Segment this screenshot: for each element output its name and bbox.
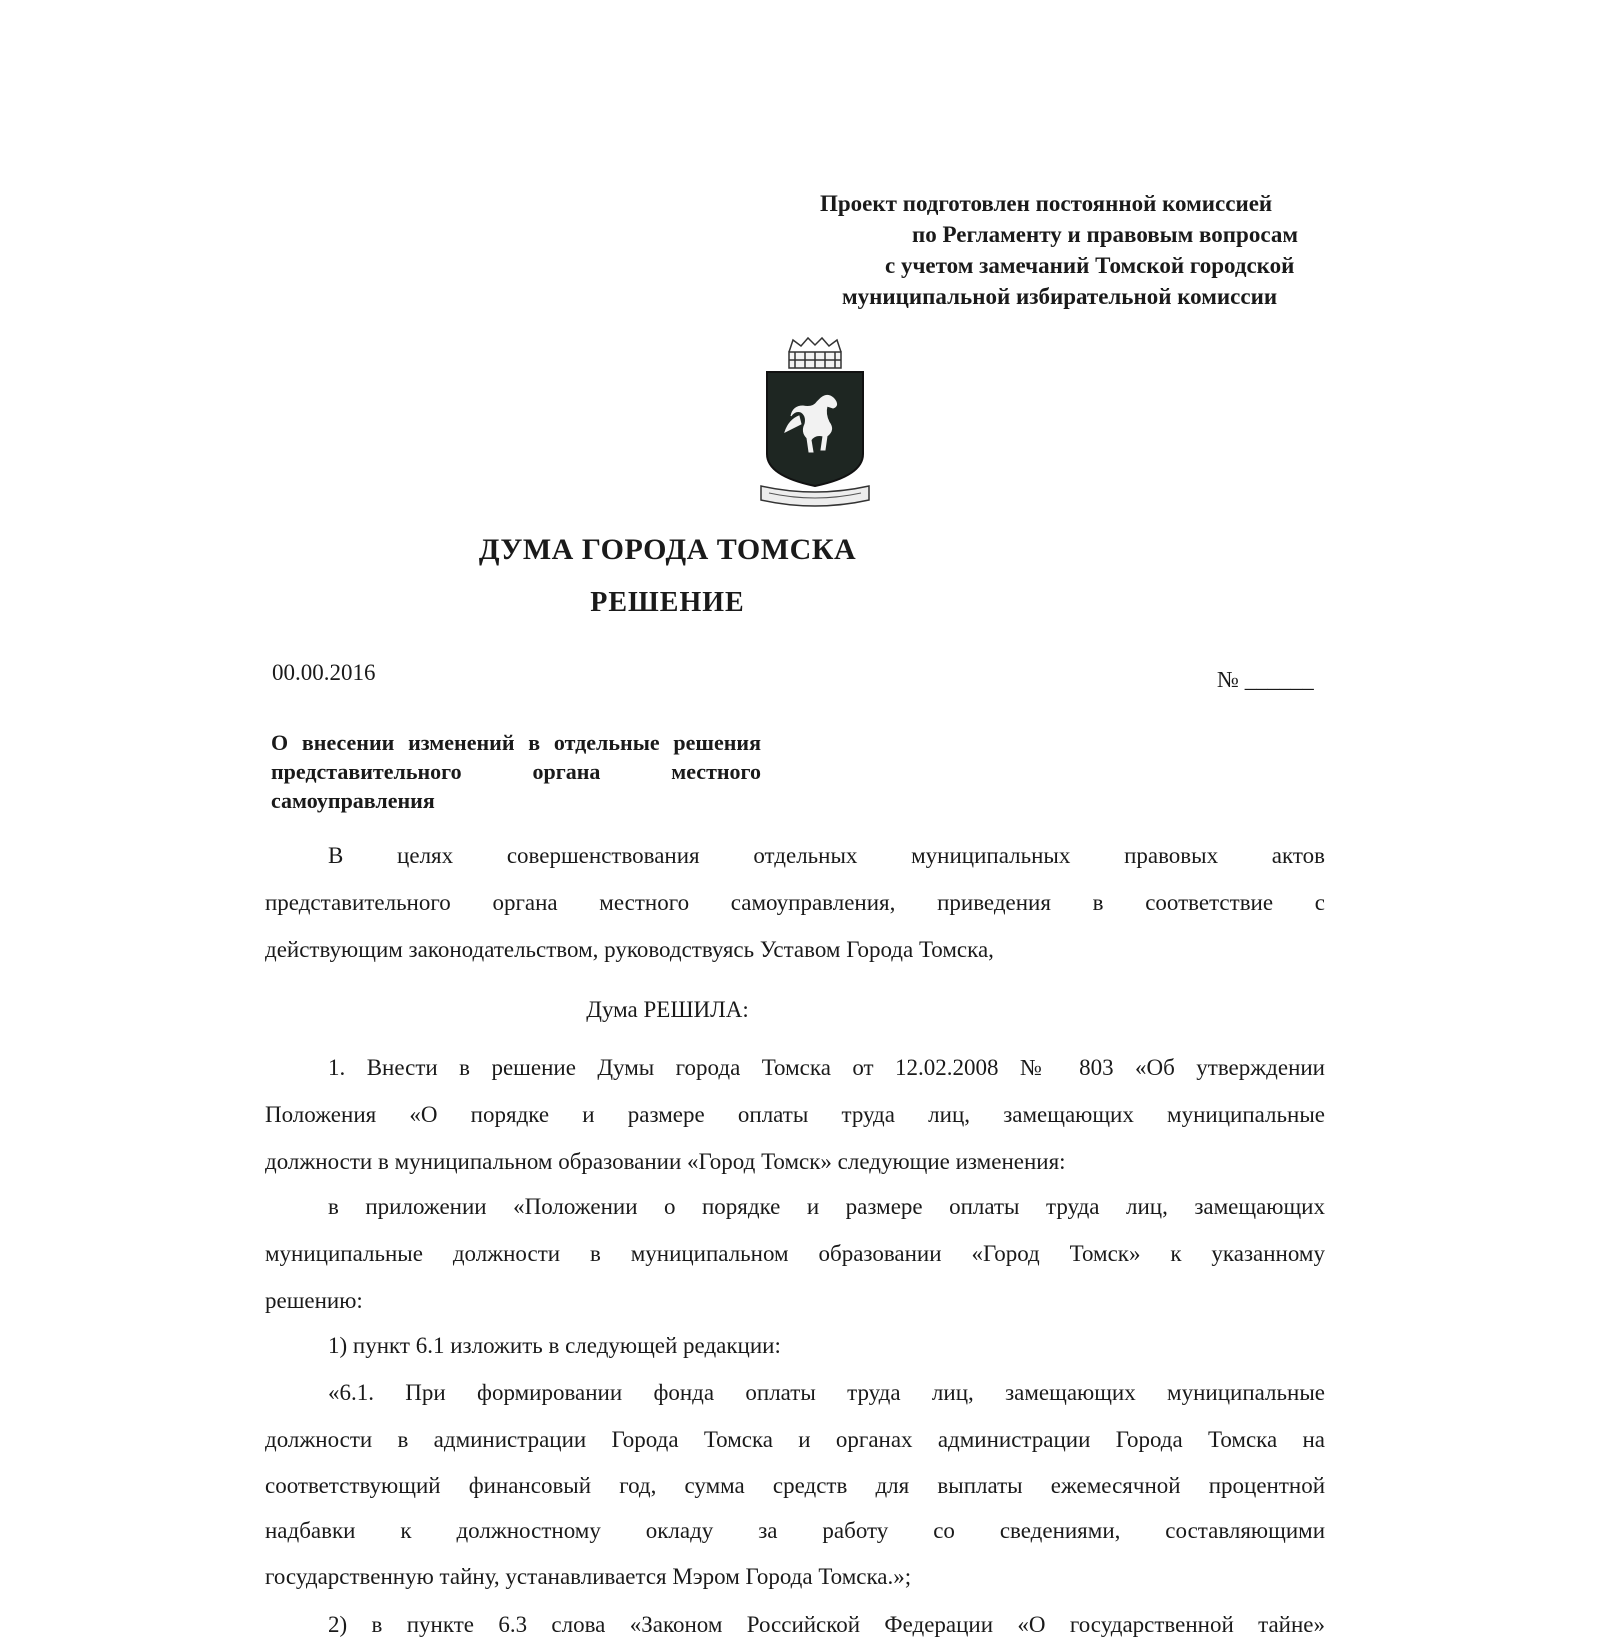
appendix-line: муниципальные должности в муниципальном образовании «Город Томск» к указанному bbox=[265, 1241, 1325, 1266]
clause-6-1-line: государственную тайну, устанавливается Мэром Города Томска.»; bbox=[265, 1564, 912, 1589]
clause-6-1-line: должности в администрации Города Томска и органах администрации Города Томска на bbox=[265, 1427, 1325, 1452]
document-date: 00.00.2016 bbox=[272, 660, 376, 685]
subitem-2: 2) в пункте 6.3 слова «Законом Российской Федерации «О государственной тайне» bbox=[328, 1612, 1325, 1637]
preamble-line: действующим законодательством, руководствуясь Уставом Города Томска, bbox=[265, 937, 994, 962]
draft-note-line: с учетом замечаний Томской городской bbox=[885, 253, 1295, 278]
preamble-line: представительного органа местного самоуправления, приведения в соответствие с bbox=[265, 890, 1325, 915]
item-1-line: должности в муниципальном образовании «Город Томск» следующие изменения: bbox=[265, 1149, 1066, 1174]
appendix-line: решению: bbox=[265, 1288, 363, 1313]
resolved-heading: Дума РЕШИЛА: bbox=[586, 997, 749, 1022]
clause-6-1-line: «6.1. При формировании фонда оплаты труда лиц, замещающих муниципальные bbox=[328, 1380, 1325, 1405]
draft-note-line: по Регламенту и правовым вопросам bbox=[912, 222, 1299, 247]
clause-6-1-line: соответствующий финансовый год, сумма средств для выплаты ежемесячной процентной bbox=[265, 1473, 1325, 1498]
appendix-line: в приложении «Положении о порядке и размере оплаты труда лиц, замещающих bbox=[328, 1194, 1325, 1219]
organization-title: ДУМА ГОРОДА ТОМСКА bbox=[478, 533, 857, 566]
item-1-line: 1. Внести в решение Думы города Томска от 12.02.2008 № 803 «Об утверждении bbox=[328, 1055, 1325, 1080]
item-1-line: Положения «О порядке и размере оплаты труда лиц, замещающих муниципальные bbox=[265, 1102, 1325, 1127]
document-number: № ______ bbox=[1217, 667, 1314, 692]
tomsk-coat-of-arms-icon bbox=[755, 336, 875, 506]
subitem-1: 1) пункт 6.1 изложить в следующей редакции: bbox=[328, 1333, 781, 1358]
document-subject: О внесении изменений в отдельные решения представительного органа местного самоуправления bbox=[271, 730, 761, 813]
clause-6-1-line: надбавки к должностному окладу за работу со сведениями, составляющими bbox=[265, 1518, 1325, 1543]
draft-note-line: муниципальной избирательной комиссии bbox=[842, 284, 1278, 309]
document-type-title: РЕШЕНИЕ bbox=[590, 587, 745, 618]
preamble-line: В целях совершенствования отдельных муниципальных правовых актов bbox=[328, 843, 1325, 868]
draft-note bbox=[760, 188, 1460, 312]
draft-note-line: Проект подготовлен постоянной комиссией bbox=[820, 191, 1273, 216]
